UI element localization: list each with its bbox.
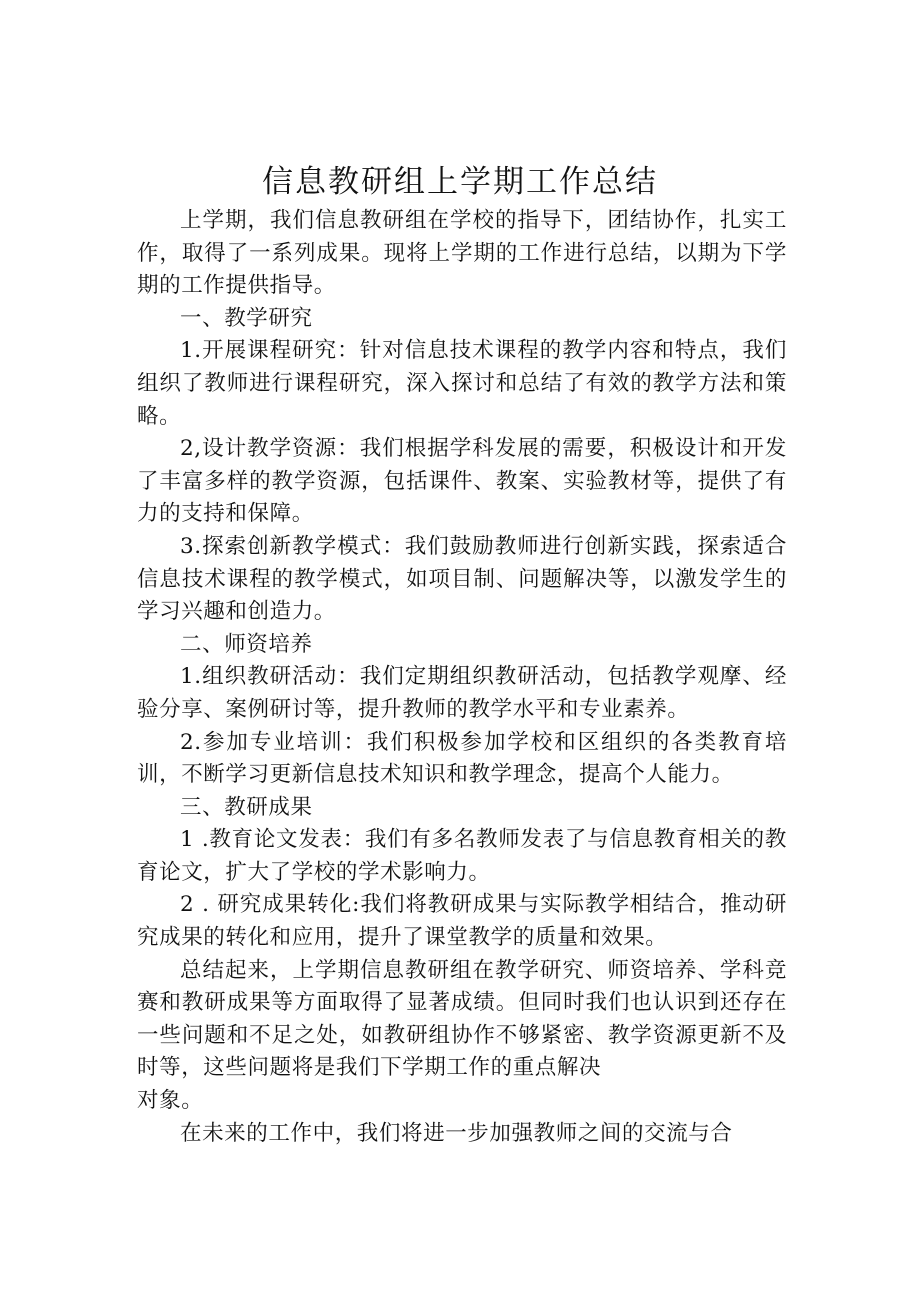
paragraph-result-transformation: 2 . 研究成果转化:我们将教研成果与实际教学相结合，推动研究成果的转化和应用，提升了课堂教学的质量和效果。 [137, 892, 787, 951]
paragraph-summary-continuation: 对象。 [137, 1088, 204, 1114]
intro-paragraph: 上学期，我们信息教研组在学校的指导下，团结协作，扎实工作，取得了一系列成果。现将上学期的工作进行总结，以期为下学期的工作提供指导。 [137, 208, 787, 299]
paragraph-teaching-resources: 2,设计教学资源：我们根据学科发展的需要，积极设计和开发了丰富多样的教学资源，包括课件、教案、实验教材等，提供了有力的支持和保障。 [137, 436, 787, 527]
paragraph-professional-training: 2.参加专业培训：我们积极参加学校和区组织的各类教育培训，不断学习更新信息技术知识和教学理念，提高个人能力。 [137, 729, 787, 788]
paragraph-summary: 总结起来，上学期信息教研组在教学研究、师资培养、学科竞赛和教研成果等方面取得了显著成绩。但同时我们也认识到还存在一些问题和不足之处，如教研组协作不够紧密、教学资源更新不及时等，这些问题将是我们下学期工作的重点解决 [137, 957, 787, 1081]
section-heading-research-results: 三、教研成果 [180, 794, 313, 820]
paragraph-innovative-teaching: 3.探索创新教学模式：我们鼓励教师进行创新实践，探索适合信息技术课程的教学模式，如项目制、问题解决等，以激发学生的学习兴趣和创造力。 [137, 533, 787, 625]
document-body [137, 205, 787, 1150]
document-title: 信息教研组上学期工作总结 [262, 164, 658, 200]
section-heading-teaching-research: 一、教学研究 [180, 305, 313, 331]
paragraph-future-work: 在未来的工作中，我们将进一步加强教师之间的交流与合 [180, 1120, 733, 1146]
paragraph-research-activities: 1.组织教研活动：我们定期组织教研活动，包括教学观摩、经验分享、案例研讨等，提升教师的教学水平和专业素养。 [137, 664, 787, 722]
paragraph-course-research: 1.开展课程研究：针对信息技术课程的教学内容和特点，我们组织了教师进行课程研究，深入探讨和总结了有效的教学方法和策略。 [137, 338, 787, 429]
paragraph-paper-publication: 1 .教育论文发表：我们有多名教师发表了与信息教育相关的教育论文，扩大了学校的学术影响力。 [137, 827, 787, 885]
section-heading-teacher-training: 二、师资培养 [180, 631, 313, 657]
